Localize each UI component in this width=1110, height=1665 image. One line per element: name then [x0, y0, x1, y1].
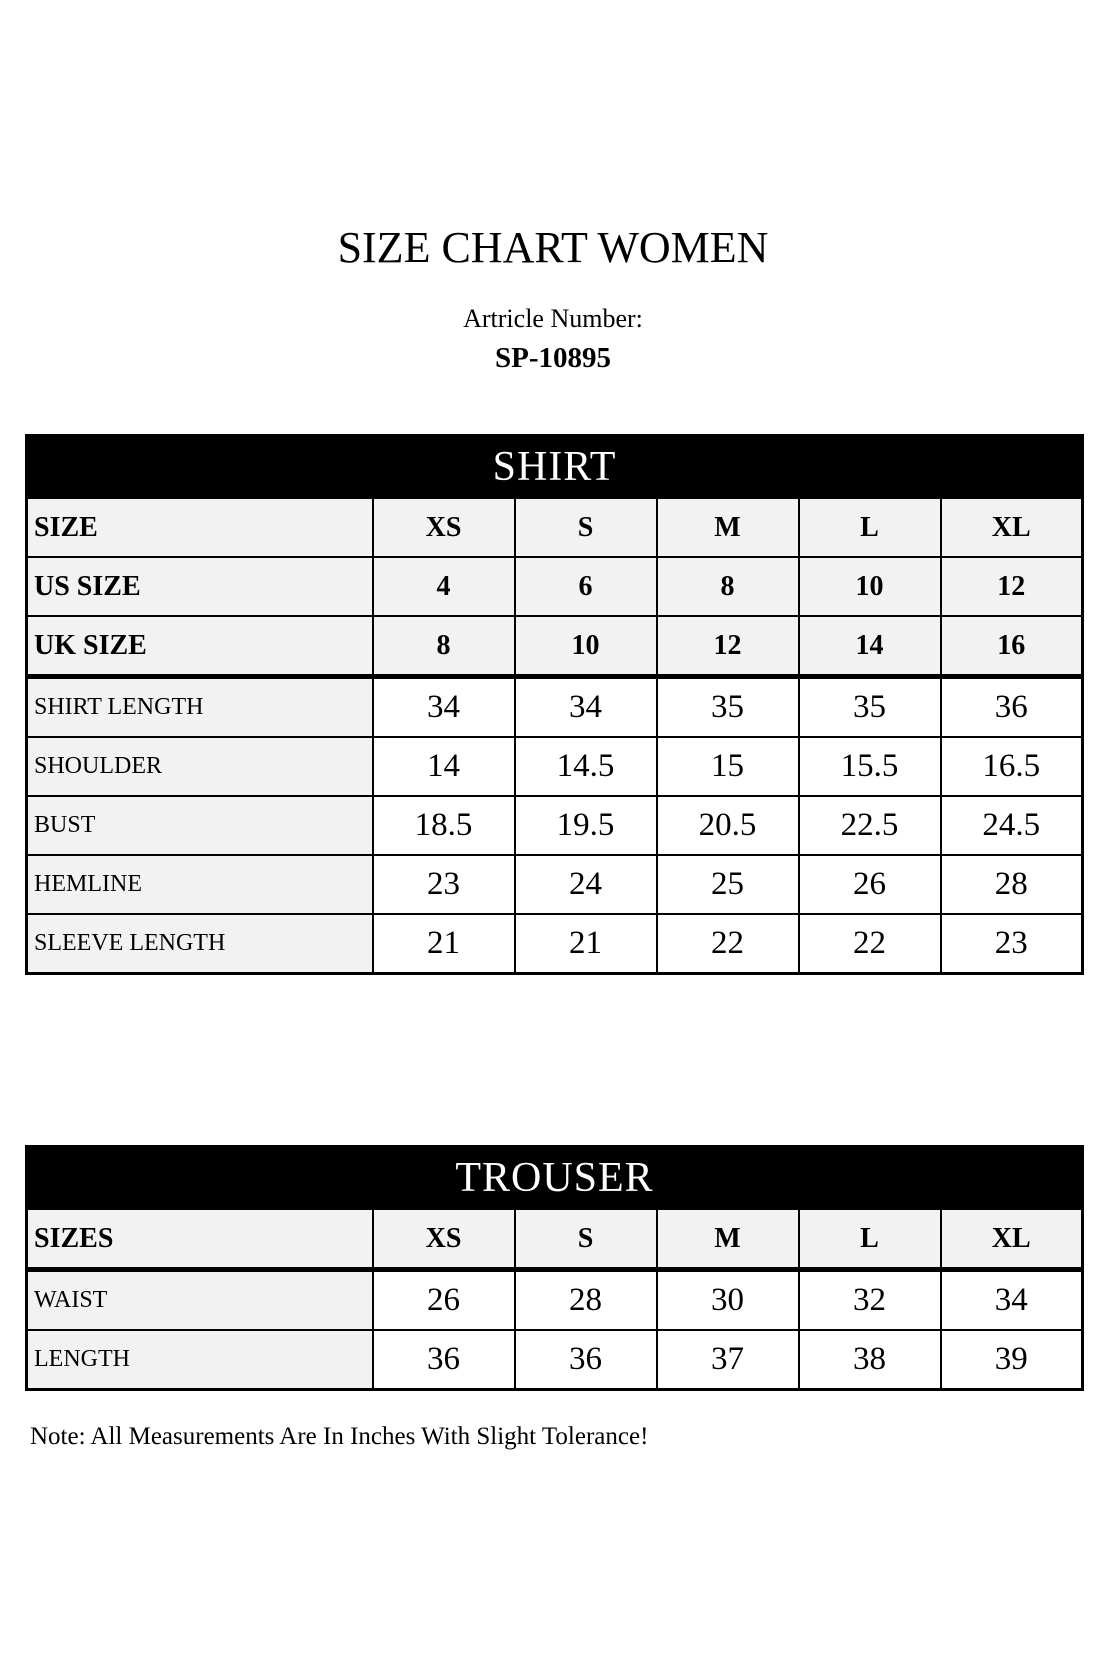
size-value-cell: 6 [515, 557, 657, 616]
measurement-value-cell: 14 [373, 737, 515, 796]
table-row-uk-size [27, 616, 1083, 677]
size-value-cell: S [515, 498, 657, 557]
measurement-value-cell: 26 [799, 855, 941, 914]
article-number-label: Artricle Number: [463, 303, 643, 333]
size-value-cell: 4 [373, 557, 515, 616]
size-value-cell: L [799, 498, 941, 557]
table-row-length [27, 1330, 1083, 1390]
shirt-table-banner [27, 436, 1083, 499]
measurement-value-cell: 22 [657, 914, 799, 974]
row-label: LENGTH [27, 1330, 373, 1390]
measurement-value-cell: 16.5 [941, 737, 1083, 796]
measurement-value-cell: 32 [799, 1270, 941, 1331]
measurement-value-cell: 20.5 [657, 796, 799, 855]
measurement-value-cell: 39 [941, 1330, 1083, 1390]
measurement-value-cell: 34 [515, 677, 657, 738]
table-row-shoulder [27, 737, 1083, 796]
measurement-value-cell: 36 [515, 1330, 657, 1390]
row-label: BUST [27, 796, 373, 855]
trouser-table-banner [27, 1147, 1083, 1210]
measurement-value-cell: 19.5 [515, 796, 657, 855]
measurement-value-cell: 28 [515, 1270, 657, 1331]
table-row-waist [27, 1270, 1083, 1331]
measurement-value-cell: 24 [515, 855, 657, 914]
size-value-cell: 16 [941, 616, 1083, 677]
size-value-cell: M [657, 1209, 799, 1270]
shirt-table-title: SHIRT [27, 436, 1083, 499]
row-label: HEMLINE [27, 855, 373, 914]
row-label: WAIST [27, 1270, 373, 1331]
measurement-value-cell: 36 [941, 677, 1083, 738]
measurement-value-cell: 22.5 [799, 796, 941, 855]
size-value-cell: 10 [799, 557, 941, 616]
size-value-cell: 14 [799, 616, 941, 677]
measurement-value-cell: 15.5 [799, 737, 941, 796]
size-value-cell: 12 [941, 557, 1083, 616]
measurement-value-cell: 36 [373, 1330, 515, 1390]
measurement-value-cell: 23 [941, 914, 1083, 974]
table-row-sizes [27, 1209, 1083, 1270]
measurement-note: Note: All Measurements Are In Inches With Slight Tolerance! [30, 1423, 649, 1451]
size-value-cell: L [799, 1209, 941, 1270]
measurement-value-cell: 15 [657, 737, 799, 796]
measurement-value-cell: 25 [657, 855, 799, 914]
measurement-value-cell: 38 [799, 1330, 941, 1390]
trouser-size-table [25, 1145, 1084, 1391]
measurement-value-cell: 18.5 [373, 796, 515, 855]
measurement-value-cell: 21 [515, 914, 657, 974]
measurement-value-cell: 34 [941, 1270, 1083, 1331]
row-label: UK SIZE [27, 616, 373, 677]
table-row-hemline [27, 855, 1083, 914]
measurement-value-cell: 34 [373, 677, 515, 738]
size-value-cell: 8 [373, 616, 515, 677]
measurement-value-cell: 37 [657, 1330, 799, 1390]
size-value-cell: M [657, 498, 799, 557]
table-row-us-size [27, 557, 1083, 616]
table-row-shirt-length [27, 677, 1083, 738]
row-label: US SIZE [27, 557, 373, 616]
size-value-cell: 8 [657, 557, 799, 616]
size-value-cell: XS [373, 498, 515, 557]
table-row-sleeve-length [27, 914, 1083, 974]
measurement-value-cell: 23 [373, 855, 515, 914]
measurement-value-cell: 21 [373, 914, 515, 974]
size-value-cell: XL [941, 1209, 1083, 1270]
size-value-cell: XL [941, 498, 1083, 557]
measurement-value-cell: 22 [799, 914, 941, 974]
measurement-value-cell: 14.5 [515, 737, 657, 796]
page-title: SIZE CHART WOMEN [337, 223, 769, 272]
measurement-value-cell: 26 [373, 1270, 515, 1331]
size-value-cell: 10 [515, 616, 657, 677]
table-row-size [27, 498, 1083, 557]
measurement-value-cell: 30 [657, 1270, 799, 1331]
table-row-bust [27, 796, 1083, 855]
row-label: SIZES [27, 1209, 373, 1270]
measurement-value-cell: 24.5 [941, 796, 1083, 855]
shirt-size-table [25, 434, 1084, 975]
article-number-value: SP-10895 [495, 341, 611, 374]
row-label: SLEEVE LENGTH [27, 914, 373, 974]
size-value-cell: 12 [657, 616, 799, 677]
measurement-value-cell: 35 [799, 677, 941, 738]
row-label: SHIRT LENGTH [27, 677, 373, 738]
size-value-cell: XS [373, 1209, 515, 1270]
measurement-value-cell: 35 [657, 677, 799, 738]
measurement-value-cell: 28 [941, 855, 1083, 914]
size-value-cell: S [515, 1209, 657, 1270]
row-label: SHOULDER [27, 737, 373, 796]
row-label: SIZE [27, 498, 373, 557]
trouser-table-title: TROUSER [27, 1147, 1083, 1210]
